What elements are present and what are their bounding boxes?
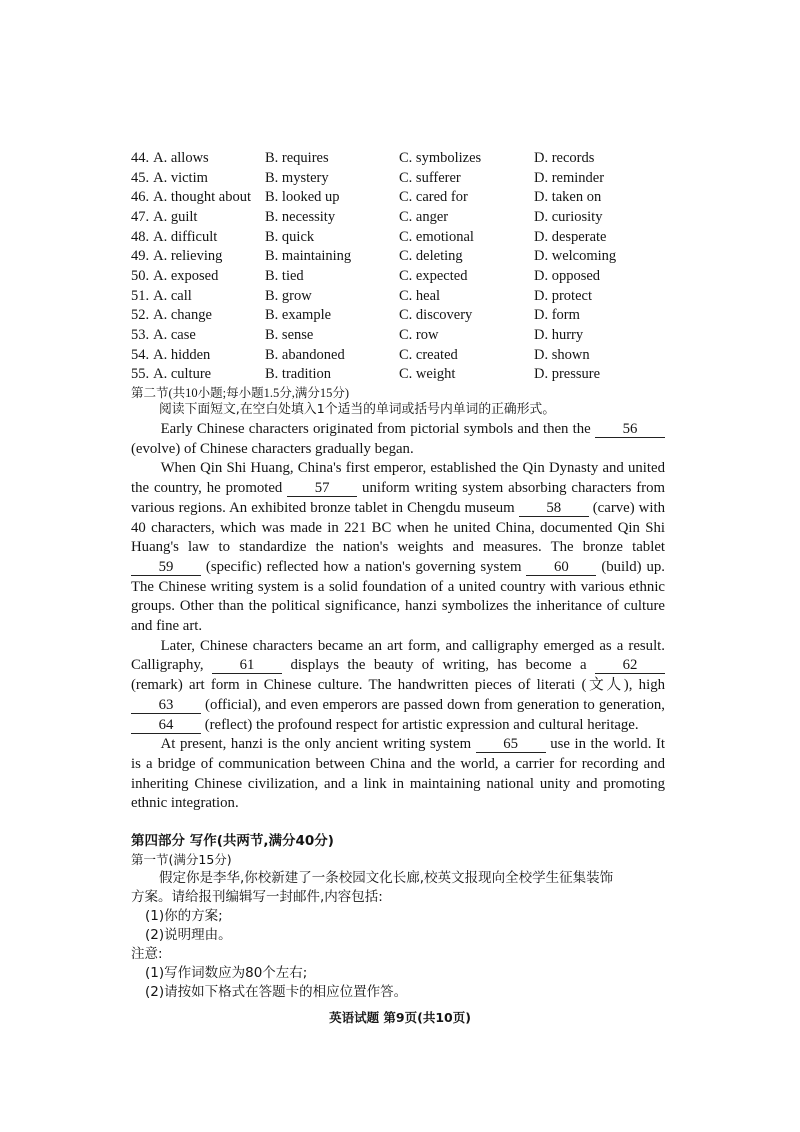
paragraph-2: When Qin Shi Huang, China's first emperor, established the Qin Dynasty and united the country, he promoted 57 uniform writing system absorbing characters from various regions. An exhibited bronze tablet in Chengdu museum 58 (carve) with 40 characters, which was made in 221 BC when he united China, documented Qin Shi Huang's law to standardize the nation's weights and measures. The bronze tablet 59 (specific) reflected how a nation's governing system 60 (build) up. The Chinese writing system is a solid foundation of a united country with various ethnic groups. Other than the political significance, hanzi symbolizes the inheritance of culture and fine art.: [131, 460, 666, 635]
option-q44-d: D. records: [534, 150, 595, 166]
note-2: (2)请按如下格式在答题卡的相应位置作答。: [145, 984, 408, 1000]
passage: [131, 420, 665, 814]
blank-63[interactable]: 63: [131, 698, 201, 714]
question-number: 47.: [131, 209, 150, 225]
paragraph-1: Early Chinese characters originated from pictorial symbols and then the 56 (evolve) of Chinese characters gradually began.: [131, 420, 665, 459]
option-q55-b: B. tradition: [265, 366, 332, 382]
question-number: 55.: [131, 366, 150, 382]
blank-61[interactable]: 61: [212, 658, 282, 674]
option-q50-c: C. expected: [399, 268, 468, 284]
option-q54-a: [131, 345, 210, 365]
option-q44-a: [131, 148, 209, 168]
blank-62[interactable]: 62: [595, 658, 665, 674]
option-q45-c: C. sufferer: [399, 170, 461, 186]
page-footer: 英语试题 第9页(共10页): [329, 1010, 471, 1025]
question-number: 45.: [131, 170, 150, 186]
option-text: A. allows: [153, 150, 209, 166]
question-number: 46.: [131, 189, 150, 205]
part4-heading: 第四部分 写作(共两节,满分40分): [131, 833, 334, 849]
option-q49-b: B. maintaining: [265, 248, 352, 264]
writing-prompt-line1: 假定你是李华,你校新建了一条校园文化长廊,校英文报现向全校学生征集装饰: [159, 870, 614, 886]
section2-heading: 第二节(共10小题;每小题1.5分,满分15分): [131, 386, 350, 400]
option-q49-d: D. welcoming: [534, 248, 617, 264]
option-q46-a: [131, 187, 251, 207]
writing-item-1: (1)你的方案;: [145, 908, 223, 924]
option-q49-c: C. deleting: [399, 248, 463, 264]
option-text: A. hidden: [153, 347, 211, 363]
option-q51-a: [131, 286, 192, 306]
option-q46-b: B. looked up: [265, 189, 340, 205]
option-q48-a: [131, 227, 217, 247]
option-q52-b: B. example: [265, 307, 332, 323]
question-number: 48.: [131, 229, 150, 245]
option-q45-d: D. reminder: [534, 170, 605, 186]
option-q46-c: C. cared for: [399, 189, 468, 205]
option-q53-d: D. hurry: [534, 327, 584, 343]
option-q51-d: D. protect: [534, 288, 592, 304]
option-q55-a: [131, 364, 211, 384]
option-text: A. relieving: [153, 248, 223, 264]
question-number: 51.: [131, 288, 150, 304]
option-q44-b: B. requires: [265, 150, 329, 166]
option-q53-b: B. sense: [265, 327, 314, 343]
section2-instruction: 阅读下面短文,在空白处填入1个适当的单词或括号内单词的正确形式。: [159, 402, 556, 417]
blank-65[interactable]: 65: [476, 737, 546, 753]
writing-item-2: (2)说明理由。: [145, 927, 232, 943]
writing-prompt-line2: 方案。请给报刊编辑写一封邮件,内容包括:: [131, 889, 383, 905]
option-q50-b: B. tied: [265, 268, 304, 284]
option-q48-d: D. desperate: [534, 229, 607, 245]
option-q47-a: [131, 207, 197, 227]
note-1: (1)写作词数应为80个左右;: [145, 965, 308, 981]
option-q53-c: C. row: [399, 327, 439, 343]
blank-64[interactable]: 64: [131, 718, 201, 734]
question-number: 49.: [131, 248, 150, 264]
option-text: A. exposed: [153, 268, 219, 284]
option-q48-b: B. quick: [265, 229, 315, 245]
blank-59[interactable]: 59: [131, 560, 201, 576]
option-q50-d: D. opposed: [534, 268, 601, 284]
option-q54-c: C. created: [399, 347, 458, 363]
question-number: 52.: [131, 307, 150, 323]
option-text: A. case: [153, 327, 196, 343]
option-q54-b: B. abandoned: [265, 347, 345, 363]
blank-60[interactable]: 60: [526, 560, 596, 576]
option-q52-d: D. form: [534, 307, 580, 323]
option-q51-c: C. heal: [399, 288, 441, 304]
option-q55-d: D. pressure: [534, 366, 601, 382]
option-q48-c: C. emotional: [399, 229, 474, 245]
option-q44-c: C. symbolizes: [399, 150, 482, 166]
option-q54-d: D. shown: [534, 347, 590, 363]
option-q45-a: [131, 168, 208, 188]
option-q49-a: [131, 246, 222, 266]
note-label: 注意:: [131, 946, 163, 962]
option-q47-c: C. anger: [399, 209, 449, 225]
option-q47-b: B. necessity: [265, 209, 336, 225]
option-q51-b: B. grow: [265, 288, 312, 304]
option-q55-c: C. weight: [399, 366, 456, 382]
option-q46-d: D. taken on: [534, 189, 602, 205]
option-text: A. thought about: [153, 189, 251, 205]
question-number: 44.: [131, 150, 150, 166]
option-text: A. guilt: [153, 209, 198, 225]
option-text: A. culture: [153, 366, 212, 382]
option-q53-a: [131, 325, 196, 345]
question-number: 50.: [131, 268, 150, 284]
paragraph-4: At present, hanzi is the only ancient writing system 65 use in the world. It is a bridge of communication between China and the world, a carrier for recording and inheriting Chinese civilization, and a link in maintaining national unity and promoting ethnic integration.: [131, 736, 665, 812]
writing-section1-heading: 第一节(满分15分): [131, 852, 232, 867]
option-text: A. change: [153, 307, 212, 323]
question-number: 53.: [131, 327, 150, 343]
option-text: A. difficult: [153, 229, 218, 245]
option-text: A. victim: [153, 170, 208, 186]
blank-56[interactable]: 56: [595, 422, 665, 438]
blank-57[interactable]: 57: [287, 481, 357, 497]
option-q47-d: D. curiosity: [534, 209, 603, 225]
option-text: A. call: [153, 288, 192, 304]
option-q52-c: C. discovery: [399, 307, 473, 323]
question-number: 54.: [131, 347, 150, 363]
option-q52-a: [131, 305, 212, 325]
blank-58[interactable]: 58: [519, 501, 589, 517]
option-q50-a: [131, 266, 218, 286]
option-q45-b: B. mystery: [265, 170, 329, 186]
paragraph-3: Later, Chinese characters became an art form, and calligraphy emerged as a result. Calligraphy, 61 displays the beauty of writing, has become a 62 (remark) art form in Chinese culture. The handwritten pieces of literati (文人), high 63 (official), and even emperors are passed down from generation to generation, 64 (reflect) the profound respect for artistic expression and cultural heritage.: [131, 637, 665, 733]
